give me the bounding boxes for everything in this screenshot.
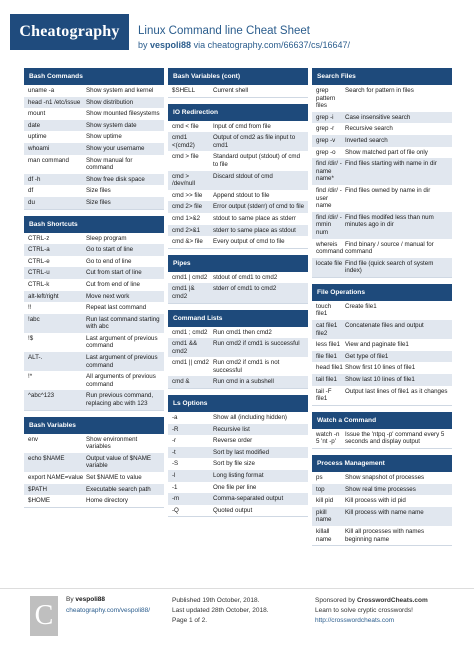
section bbox=[24, 216, 164, 411]
command-cell: grep -r bbox=[316, 125, 335, 133]
command-cell: whereis command bbox=[316, 240, 344, 256]
table-row bbox=[24, 352, 164, 371]
section-title: Command Lists bbox=[168, 310, 308, 327]
description-cell: Kill process with id pid bbox=[345, 497, 406, 505]
cheatography-logo[interactable]: Cheatography bbox=[10, 14, 129, 50]
command-cell: -a bbox=[172, 414, 178, 422]
command-cell: alt-left/right bbox=[28, 292, 59, 300]
description-cell: Show real time processes bbox=[345, 485, 416, 493]
table-row bbox=[312, 472, 452, 484]
section bbox=[312, 284, 452, 406]
description-cell: Reverse order bbox=[213, 437, 253, 445]
command-cell: CTRL-k bbox=[28, 280, 50, 288]
description-cell: Comma-separated output bbox=[213, 495, 284, 503]
description-cell: Run cmd in a subshell bbox=[213, 378, 274, 386]
footer-author-url[interactable]: cheatography.com/vespoli88/ bbox=[66, 607, 151, 614]
description-cell: Kill all processes with names beginning name bbox=[345, 527, 425, 543]
table-row bbox=[168, 447, 308, 459]
command-cell: CTRL-a bbox=[28, 246, 50, 254]
command-cell: cmd > /dev/null bbox=[172, 172, 196, 188]
table-row bbox=[24, 233, 164, 245]
table-row bbox=[168, 505, 308, 517]
description-cell: Cut from start of line bbox=[86, 269, 142, 277]
command-cell: cmd < file bbox=[172, 122, 199, 130]
description-cell: Show environment variables bbox=[86, 435, 138, 451]
description-cell: Repeat last command bbox=[86, 304, 147, 312]
description-cell: Error output (stderr) of cmd to file bbox=[213, 203, 305, 211]
sheet-url-link[interactable]: cheatography.com/66637/cs/16647/ bbox=[207, 40, 351, 50]
description-cell: View and paginate file1 bbox=[345, 341, 409, 349]
description-cell: Show distribution bbox=[86, 98, 134, 106]
table-row bbox=[168, 272, 308, 284]
description-cell: Run previous command, replacing abc with 123 bbox=[86, 392, 154, 408]
table-row bbox=[312, 362, 452, 374]
section-title: Ls Options bbox=[168, 395, 308, 412]
table-row bbox=[168, 283, 308, 302]
command-cell: -m bbox=[172, 495, 180, 503]
table-row bbox=[168, 493, 308, 505]
table-row bbox=[24, 453, 164, 472]
table-row bbox=[168, 412, 308, 424]
command-cell: cat file1 file2 bbox=[316, 322, 338, 337]
description-cell: Go to start of line bbox=[86, 246, 134, 254]
table-row bbox=[312, 320, 452, 339]
description-cell: Output last lines of file1 as it changes bbox=[345, 387, 448, 395]
footer-by-label: By bbox=[66, 596, 74, 603]
description-cell: Sort by file size bbox=[213, 460, 255, 468]
command-cell: !$ bbox=[28, 334, 34, 342]
command-cell: cmd 2>&1 bbox=[172, 226, 201, 234]
description-cell: Append stdout to file bbox=[213, 191, 270, 199]
column-3 bbox=[312, 68, 452, 552]
column-2 bbox=[168, 68, 308, 523]
table-row bbox=[312, 212, 452, 239]
command-cell: cmd 1>&2 bbox=[172, 214, 201, 222]
section bbox=[312, 68, 452, 278]
table-row bbox=[24, 174, 164, 186]
table-row bbox=[24, 495, 164, 507]
command-cell: du bbox=[28, 198, 35, 206]
table-row bbox=[24, 291, 164, 303]
command-cell: -l bbox=[172, 472, 176, 480]
by-label: by bbox=[138, 40, 148, 50]
table-row bbox=[312, 135, 452, 147]
description-cell: Long listing format bbox=[213, 472, 264, 480]
description-cell: Show mounted filesystems bbox=[86, 110, 160, 118]
column-1 bbox=[24, 68, 164, 514]
description-cell: Issue the 'ntpq -p' command every 5 seconds and display output bbox=[345, 430, 445, 446]
description-cell: stdout of cmd1 to cmd2 bbox=[213, 273, 278, 281]
description-cell: Current shell bbox=[213, 87, 249, 94]
table-row bbox=[312, 158, 452, 185]
command-cell: -r bbox=[172, 437, 177, 445]
command-cell: cmd1 |& cmd2 bbox=[172, 285, 195, 300]
table-row bbox=[312, 301, 452, 320]
table-row bbox=[312, 123, 452, 135]
table-row bbox=[24, 97, 164, 109]
command-cell: watch -n 5 'nt -p' bbox=[316, 430, 340, 446]
description-cell: Show your username bbox=[86, 144, 145, 152]
table-row bbox=[168, 171, 308, 190]
section bbox=[24, 68, 164, 210]
section-title: Bash Variables bbox=[24, 417, 164, 434]
table-row bbox=[24, 197, 164, 209]
table-row bbox=[312, 374, 452, 386]
description-cell: Case insensitive search bbox=[345, 113, 411, 121]
command-cell: cmd & bbox=[172, 378, 190, 386]
description-cell: Show manual for command bbox=[86, 156, 133, 172]
table-row bbox=[312, 239, 452, 258]
description-cell: Set $NAME to value bbox=[86, 474, 142, 481]
description-cell: Output value of $NAME variable bbox=[86, 454, 152, 470]
table-row bbox=[24, 333, 164, 352]
table-row bbox=[168, 121, 308, 133]
sponsor-prefix: Sponsored by bbox=[315, 597, 356, 604]
table-row bbox=[24, 185, 164, 197]
command-cell: -Q bbox=[172, 506, 179, 514]
table-row bbox=[312, 484, 452, 496]
table-row bbox=[168, 85, 308, 97]
command-cell: uname -a bbox=[28, 87, 55, 94]
section-title: Bash Variables (cont) bbox=[168, 68, 308, 85]
header bbox=[0, 0, 474, 62]
description-cell: Recursive list bbox=[213, 425, 250, 433]
description-cell: Kill process with name name bbox=[345, 508, 424, 516]
description-cell: Size files bbox=[86, 198, 111, 206]
section-title: File Operations bbox=[312, 284, 452, 301]
command-cell: !* bbox=[28, 373, 33, 381]
table-row bbox=[24, 155, 164, 174]
command-cell: kill pid bbox=[316, 497, 334, 505]
command-cell: grep -i bbox=[316, 113, 334, 121]
command-cell: cmd >> file bbox=[172, 191, 203, 199]
section-title: Watch a Command bbox=[312, 412, 452, 429]
command-cell: !! bbox=[28, 304, 32, 312]
command-cell: echo $NAME bbox=[28, 454, 65, 462]
description-cell: Find binary / source / manual for command bbox=[345, 240, 434, 256]
sponsor-tagline: Learn to solve cryptic crosswords! bbox=[315, 607, 413, 614]
table-row bbox=[168, 327, 308, 339]
updated-date: Last updated 28th October, 2018. bbox=[172, 607, 269, 614]
description-cell: Last argument of previous command bbox=[86, 354, 158, 369]
command-cell: locate file bbox=[316, 259, 343, 267]
table-row bbox=[24, 85, 164, 97]
description-cell: Run last command starting with abc bbox=[86, 315, 160, 331]
table-row bbox=[24, 390, 164, 409]
command-cell: CTRL-u bbox=[28, 269, 50, 277]
description-cell: Create file1 bbox=[345, 302, 377, 310]
description-cell: Cut from end of line bbox=[86, 280, 140, 288]
command-cell: pkill name bbox=[316, 508, 332, 524]
table-row bbox=[168, 424, 308, 436]
description-cell: Move next work bbox=[86, 292, 130, 300]
page-number: Page 1 of 2. bbox=[172, 617, 208, 624]
command-cell: ^abc^123 bbox=[28, 392, 55, 400]
command-cell: head -n1 /etc/issue bbox=[28, 98, 81, 106]
command-cell: df bbox=[28, 187, 34, 195]
description-cell: Run cmd1 then cmd2 bbox=[213, 328, 272, 336]
table-row bbox=[312, 386, 452, 405]
section-title: Bash Commands bbox=[24, 68, 164, 85]
table-row bbox=[24, 434, 164, 453]
command-cell: CTRL-z bbox=[28, 234, 50, 242]
section-title: Search Files bbox=[312, 68, 452, 85]
table-row bbox=[168, 236, 308, 248]
section bbox=[168, 68, 308, 98]
table-row bbox=[312, 85, 452, 112]
command-cell: grep -o bbox=[316, 148, 336, 156]
section-title: Pipes bbox=[168, 255, 308, 272]
table-row bbox=[24, 279, 164, 291]
table-row bbox=[24, 314, 164, 333]
table-row bbox=[24, 484, 164, 496]
section bbox=[312, 412, 452, 449]
description-cell: Discard stdout of cmd bbox=[213, 172, 273, 180]
description-cell: Search for pattern in files bbox=[345, 87, 414, 94]
description-cell: Find files modifed less than num minutes ago in dir bbox=[345, 213, 434, 229]
table-row bbox=[312, 112, 452, 124]
table-row bbox=[168, 435, 308, 447]
description-cell: Quoted output bbox=[213, 506, 253, 514]
description-cell: Standard output (stdout) of cmd to file bbox=[213, 153, 301, 168]
command-cell: grep -v bbox=[316, 136, 336, 144]
command-cell: whoami bbox=[28, 144, 50, 152]
table-row bbox=[312, 185, 452, 212]
table-row bbox=[168, 482, 308, 494]
footer-sponsor bbox=[315, 596, 428, 626]
description-cell: Every output of cmd to file bbox=[213, 238, 285, 246]
sponsor-url[interactable]: http://crosswordcheats.com bbox=[315, 617, 395, 624]
command-cell: head file1 bbox=[316, 364, 343, 372]
section bbox=[168, 104, 308, 249]
via-label: via bbox=[193, 40, 206, 50]
footer-author bbox=[66, 596, 105, 603]
command-cell: cmd1 && cmd2 bbox=[172, 340, 198, 355]
description-cell: stderr to same place as stdout bbox=[213, 226, 296, 234]
command-cell: -t bbox=[172, 448, 176, 456]
description-cell: Get type of file1 bbox=[345, 352, 389, 360]
table-row bbox=[24, 267, 164, 279]
description-cell: Find files owned by name in dir bbox=[345, 186, 431, 194]
table-row bbox=[24, 302, 164, 314]
command-cell: $PATH bbox=[28, 485, 48, 493]
description-cell: Concatenate files and output bbox=[345, 322, 424, 330]
description-cell: Inverted search bbox=[345, 136, 388, 144]
command-cell: file file1 bbox=[316, 352, 337, 360]
table-row bbox=[168, 470, 308, 482]
command-cell: $SHELL bbox=[172, 87, 196, 94]
page-title: Linux Command line Cheat Sheet bbox=[138, 25, 310, 37]
description-cell: Show free disk space bbox=[86, 175, 145, 183]
table-row bbox=[312, 339, 452, 351]
command-cell: mount bbox=[28, 110, 46, 118]
table-row bbox=[312, 147, 452, 159]
description-cell: Recursive search bbox=[345, 125, 393, 133]
section bbox=[24, 417, 164, 508]
table-row bbox=[312, 351, 452, 363]
author-avatar[interactable]: C bbox=[30, 596, 58, 636]
command-cell: touch file1 bbox=[316, 302, 332, 318]
description-cell: Size files bbox=[86, 187, 111, 195]
table-row bbox=[168, 376, 308, 388]
footer-author-link[interactable]: vespoli88 bbox=[75, 596, 106, 603]
description-cell: Show all (including hidden) bbox=[213, 414, 287, 422]
description-cell: Sleep program bbox=[86, 234, 127, 242]
command-cell: cmd1 | cmd2 bbox=[172, 273, 208, 281]
table-row bbox=[168, 213, 308, 225]
command-cell: find /dir/ -name name* bbox=[316, 160, 342, 183]
command-cell: -1 bbox=[172, 483, 178, 491]
table-row bbox=[168, 225, 308, 237]
table-row bbox=[24, 108, 164, 120]
command-cell: export NAME=value bbox=[28, 474, 84, 481]
footer-dates bbox=[172, 596, 269, 626]
description-cell: Output of cmd2 as file input to cmd1 bbox=[213, 134, 296, 149]
command-cell: top bbox=[316, 485, 325, 493]
command-cell: ps bbox=[316, 474, 323, 481]
sponsor-link[interactable]: CrosswordCheats.com bbox=[356, 597, 428, 604]
table-row bbox=[312, 526, 452, 545]
table-row bbox=[168, 458, 308, 470]
command-cell: CTRL-e bbox=[28, 257, 50, 265]
table-row bbox=[24, 143, 164, 155]
command-cell: cmd &> file bbox=[172, 238, 203, 246]
command-cell: uptime bbox=[28, 133, 47, 141]
table-row bbox=[312, 429, 452, 448]
description-cell: stdout to same place as stderr bbox=[213, 214, 296, 222]
command-cell: less file1 bbox=[316, 341, 341, 349]
command-cell: cmd1 <(cmd2) bbox=[172, 134, 195, 149]
command-cell: df -h bbox=[28, 175, 41, 183]
table-row bbox=[312, 258, 452, 277]
command-cell: find /dir/ -mmin num bbox=[316, 213, 342, 236]
table-row bbox=[168, 151, 308, 170]
command-cell: !abc bbox=[28, 315, 40, 323]
table-row bbox=[24, 244, 164, 256]
section bbox=[312, 455, 452, 546]
description-cell: Show uptime bbox=[86, 133, 122, 141]
section bbox=[168, 395, 308, 517]
command-cell: $HOME bbox=[28, 497, 51, 505]
description-cell: Go to end of line bbox=[86, 257, 132, 265]
author-link[interactable]: vespoli88 bbox=[150, 40, 192, 50]
table-row bbox=[24, 120, 164, 132]
table-row bbox=[312, 495, 452, 507]
description-cell: Home directory bbox=[86, 497, 128, 505]
command-cell: ALT-. bbox=[28, 354, 43, 362]
command-cell: man command bbox=[28, 156, 69, 164]
table-row bbox=[24, 256, 164, 268]
table-row bbox=[24, 472, 164, 484]
command-cell: cmd1 ; cmd2 bbox=[172, 328, 208, 336]
command-cell: tail file1 bbox=[316, 376, 337, 384]
table-row bbox=[168, 338, 308, 357]
published-date: Published 19th October, 2018. bbox=[172, 597, 260, 604]
command-cell: cmd1 || cmd2 bbox=[172, 359, 209, 367]
command-cell: find /dir/ -user name bbox=[316, 186, 342, 210]
command-cell: env bbox=[28, 435, 38, 443]
command-cell: date bbox=[28, 121, 41, 129]
command-cell: cmd > file bbox=[172, 153, 199, 161]
description-cell: Find files starting with name in dir bbox=[345, 160, 437, 168]
section-title: Process Management bbox=[312, 455, 452, 472]
description-cell: Show snapshot of processes bbox=[345, 474, 425, 481]
description-cell: All arguments of previous command bbox=[86, 373, 156, 388]
table-row bbox=[168, 190, 308, 202]
description-cell: stderr of cmd1 to cmd2 bbox=[213, 285, 277, 293]
table-row bbox=[24, 371, 164, 390]
table-row bbox=[168, 132, 308, 151]
description-cell: Show matched part of file only bbox=[345, 148, 428, 156]
description-cell: Find file (quick search of system index) bbox=[345, 259, 434, 275]
table-row bbox=[168, 201, 308, 213]
description-cell: Input of cmd from file bbox=[213, 122, 271, 130]
command-cell: cmd 2> file bbox=[172, 203, 203, 211]
description-cell: Executable search path bbox=[86, 485, 151, 493]
description-cell: Sort by last modified bbox=[213, 448, 270, 456]
description-cell: Run cmd2 if cmd1 is successful bbox=[213, 340, 300, 348]
description-cell: Show system and kernel bbox=[86, 87, 154, 94]
command-cell: killall name bbox=[316, 527, 332, 543]
table-row bbox=[24, 131, 164, 143]
section bbox=[168, 255, 308, 304]
section-title: IO Redirection bbox=[168, 104, 308, 121]
description-cell: Show first 10 lines of file1 bbox=[345, 364, 416, 372]
description-cell: One file per line bbox=[213, 483, 257, 491]
section-title: Bash Shortcuts bbox=[24, 216, 164, 233]
table-row bbox=[168, 357, 308, 376]
command-cell: grep pattern files bbox=[316, 87, 336, 110]
table-row bbox=[312, 507, 452, 526]
description-cell: Run cmd2 if cmd1 is not successful bbox=[213, 359, 280, 374]
description-cell: Last argument of previous command bbox=[86, 334, 158, 350]
command-cell: tail -F file1 bbox=[316, 387, 332, 403]
description-cell: Show system date bbox=[86, 121, 137, 129]
section bbox=[168, 310, 308, 390]
command-cell: -R bbox=[172, 425, 179, 433]
byline bbox=[138, 40, 350, 50]
description-cell: Show last 10 lines of file1 bbox=[345, 376, 415, 384]
command-cell: -S bbox=[172, 460, 179, 468]
